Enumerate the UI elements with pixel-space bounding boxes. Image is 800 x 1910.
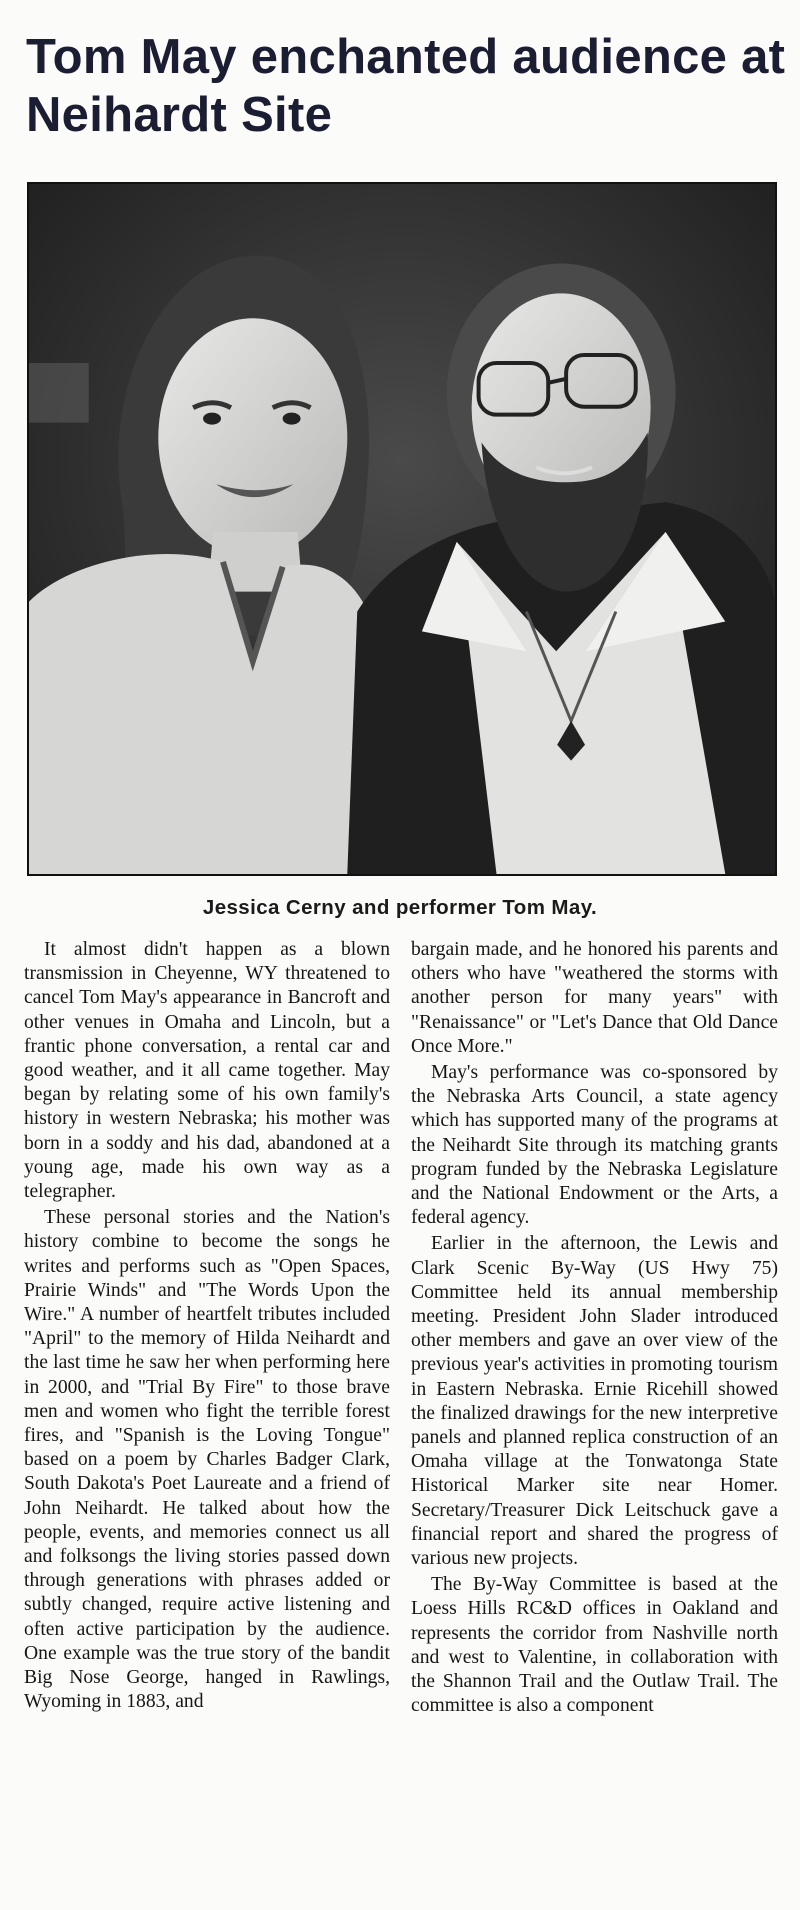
photo-jessica-cerny-and-tom-may <box>27 182 777 876</box>
paragraph: The By-Way Committee is based at the Loess Hills RC&D offices in Oakland and represents the corridor from Nashville north and west to Valentine, in collaboration with the Shannon Trail and the Outlaw Trail. The committee is also a component <box>411 1574 778 1717</box>
headline: Tom May enchanted audience at Neihardt Site <box>26 30 786 142</box>
article-column-left <box>24 938 390 1903</box>
paragraph: May's performance was co-sponsored by the Nebraska Arts Council, a state agency which has supported many of the programs at the Neihardt Site through its matching grants program funded by the Nebraska Legislature and the National Endowment or the Arts, a federal agency. <box>411 1062 778 1229</box>
photo-caption: Jessica Cerny and performer Tom May. <box>202 896 598 919</box>
article-column-right <box>411 938 778 1903</box>
paragraph: It almost didn't happen as a blown transmission in Cheyenne, WY threatened to cancel Tom May's appearance in Bancroft and other venues in Omaha and Lincoln, but a frantic phone conversation, a rental car and good weather, and it all came together. May began by relating some of his own family's history in western Nebraska; his mother was born in a soddy and his dad, abandoned at a young age, made his own way as a telegrapher. <box>24 939 390 1203</box>
paragraph: Earlier in the afternoon, the Lewis and Clark Scenic By-Way (US Hwy 75) Committee held its annual membership meeting. President John Slader introduced other members and gave an over view of the previous year's activities in promoting tourism in Eastern Nebraska. Ernie Ricehill showed the finalized drawings for the new interpretive panels and planned replica construction of an Omaha village at the Tonwatonga State Historical Marker site near Homer. Secretary/Treasurer Dick Leitschuck gave a financial report and shared the progress of various new projects. <box>411 1233 778 1570</box>
paragraph-continuation: bargain made, and he honored his parents and others who have "weathered the storms with another person for many years" with "Renaissance" or "Let's Dance that Old Dance Once More." <box>411 939 778 1057</box>
photo-illustration <box>29 184 775 874</box>
paragraph: These personal stories and the Nation's history combine to become the songs he writes and performs such as "Open Spaces, Prairie Winds" and "The Words Upon the Wire." A number of heartfelt tributes included "April" to the memory of Hilda Neihardt and the last time he saw her when performing here in 2000, and "Trial By Fire" to those brave men and women who fight the terrible forest fires, and "Spanish is the Loving Tongue" based on a poem by Charles Badger Clark, South Dakota's Poet Laureate and a friend of John Neihardt. He talked about how the people, events, and memories connect us all and folksongs the living stories passed down through generations with phrases added or subtly changed, require active listening and often active participation by the audience. One example was the true story of the bandit Big Nose George, hanged in Rawlings, Wyoming in 1883, and <box>24 1207 390 1713</box>
